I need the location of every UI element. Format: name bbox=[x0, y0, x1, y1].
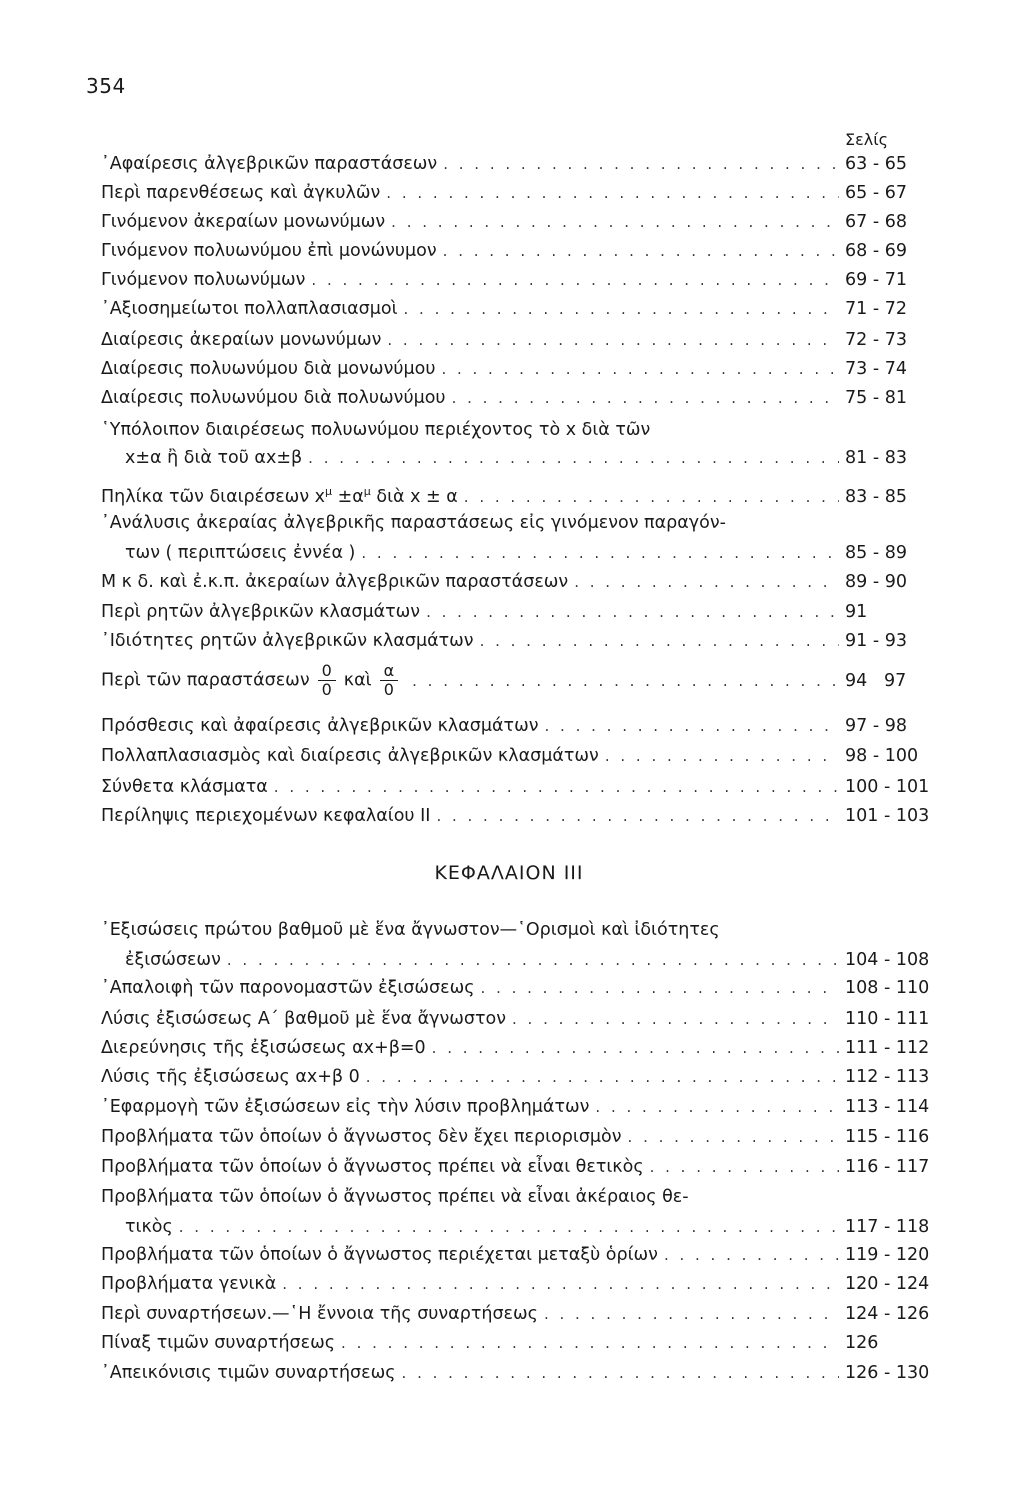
entry-pages: 75 - 81 bbox=[845, 388, 907, 408]
entry-title: Λύσις τῆς ἐξισώσεως αx+β 0 bbox=[101, 1067, 360, 1087]
toc-entry bbox=[101, 152, 941, 176]
entry-pages: 115 - 116 bbox=[845, 1127, 930, 1147]
entry-title: Προβλήματα τῶν ὁποίων ὁ ἄγνωστος δὲν ἔχει περιορισμὸν bbox=[101, 1127, 622, 1147]
entry-title: τικὸς bbox=[125, 1217, 173, 1237]
entry-pages: 65 - 67 bbox=[845, 183, 907, 203]
dot-leader bbox=[432, 1036, 839, 1060]
dot-leader bbox=[480, 629, 839, 653]
dot-leader bbox=[574, 570, 839, 594]
entry-title: Περὶ συναρτήσεων.—῾Η ἔννοια τῆς συναρτήσεως bbox=[101, 1304, 538, 1324]
entry-pages: 111 - 112 bbox=[845, 1038, 930, 1058]
entry-title: Προβλήματα τῶν ὁποίων ὁ ἄγνωστος πρέπει νὰ εἶναι θετικὸς bbox=[101, 1157, 644, 1177]
entry-pages: 108 - 110 bbox=[845, 978, 930, 998]
toc-entry bbox=[101, 629, 941, 653]
entry-pages: 119 - 120 bbox=[845, 1245, 930, 1265]
entry-pages: 120 - 124 bbox=[845, 1274, 930, 1294]
dot-leader bbox=[443, 239, 839, 263]
entry-title: Διαίρεσις πολυωνύμου διὰ πολυωνύμου bbox=[101, 388, 446, 408]
dot-leader bbox=[366, 1065, 839, 1089]
fraction-alpha-over-zero: $\frac{\alpha}{0}$ bbox=[380, 662, 399, 699]
toc-entry bbox=[101, 976, 941, 1000]
entry-pages: 72 - 73 bbox=[845, 330, 907, 350]
entry-pages: 98 - 100 bbox=[845, 746, 919, 766]
dot-leader bbox=[595, 1095, 839, 1119]
toc-entry bbox=[101, 357, 941, 381]
dot-leader bbox=[308, 446, 839, 470]
toc-entry bbox=[101, 662, 941, 699]
toc-entry bbox=[101, 418, 941, 470]
toc-entry bbox=[101, 181, 941, 205]
dot-leader bbox=[387, 328, 839, 352]
dot-leader bbox=[443, 152, 839, 176]
entry-pages: 101 - 103 bbox=[845, 806, 930, 826]
toc-entry bbox=[101, 386, 941, 410]
dot-leader bbox=[545, 714, 839, 738]
dot-leader bbox=[391, 210, 839, 234]
entry-title: Προβλήματα γενικὰ bbox=[101, 1274, 277, 1294]
entry-title: Πηλίκα τῶν διαιρέσεων $x^\mu \pm\alpha^\mu$ διὰ x ± α bbox=[101, 485, 458, 507]
entry-title: των ( περιπτώσεις ἐννέα ) bbox=[125, 543, 356, 563]
pages-column-header: Σελίς bbox=[845, 130, 889, 149]
entry-pages: 117 - 118 bbox=[845, 1217, 930, 1237]
toc-entry bbox=[101, 1095, 941, 1119]
dot-leader bbox=[227, 948, 839, 972]
dot-leader bbox=[605, 744, 839, 768]
entry-title: ᾿Ιδιότητες ρητῶν ἀλγεβρικῶν κλασμάτων bbox=[101, 631, 474, 651]
entry-pages: 71 - 72 bbox=[845, 299, 907, 319]
dot-leader bbox=[464, 485, 839, 509]
toc-entry bbox=[101, 918, 941, 972]
entry-pages: 126 - 130 bbox=[845, 1363, 930, 1383]
toc-entry bbox=[101, 1272, 941, 1296]
toc-entry bbox=[101, 1243, 941, 1267]
toc-entry bbox=[101, 239, 941, 263]
toc-entry bbox=[101, 1036, 941, 1060]
entry-pages: 97 - 98 bbox=[845, 716, 907, 736]
entry-title: ᾿Εφαρμογὴ τῶν ἐξισώσεων εἰς τὴν λύσιν προβλημάτων bbox=[101, 1097, 590, 1117]
dot-leader bbox=[274, 775, 839, 799]
dot-leader bbox=[628, 1125, 839, 1149]
dot-leader bbox=[452, 386, 839, 410]
entry-title-line1: ᾿Ανάλυσις ἀκεραίας ἀλγεβρικῆς παραστάσεως εἰς γινόμενον παραγόν- bbox=[101, 513, 726, 533]
dot-leader bbox=[650, 1155, 839, 1179]
fraction-zero-over-zero: $\frac{0}{0}$ bbox=[318, 662, 336, 699]
entry-pages: 94 97 bbox=[845, 670, 907, 691]
entry-title: Γινόμενον πολυωνύμου ἐπὶ μονώνυμον bbox=[101, 241, 437, 261]
toc-entry bbox=[101, 1125, 941, 1149]
entry-pages: 91 bbox=[845, 602, 868, 622]
entry-title: Περὶ παρενθέσεως καὶ ἀγκυλῶν bbox=[101, 183, 381, 203]
dot-leader bbox=[404, 297, 839, 321]
toc-entry bbox=[101, 1007, 941, 1031]
entry-title: ᾿Αφαίρεσις ἀλγεβρικῶν παραστάσεων bbox=[101, 154, 438, 174]
entry-pages: 67 - 68 bbox=[845, 212, 907, 232]
toc-entry bbox=[101, 744, 941, 768]
entry-title: Προβλήματα τῶν ὁποίων ὁ ἄγνωστος περιέχεται μεταξὺ ὁρίων bbox=[101, 1245, 658, 1265]
toc-entry bbox=[101, 570, 941, 594]
chapter-heading: ΚΕΦΑΛΑΙΟΝ ΙΙΙ bbox=[434, 862, 584, 884]
entry-title: ἐξισώσεων bbox=[125, 950, 221, 970]
toc-entry bbox=[101, 511, 941, 565]
dot-leader bbox=[282, 1272, 839, 1296]
dot-leader bbox=[426, 600, 839, 624]
toc-entry bbox=[101, 328, 941, 352]
entry-pages: 85 - 89 bbox=[845, 543, 907, 563]
entry-pages: 83 - 85 bbox=[845, 486, 907, 507]
entry-title: Πολλαπλασιασμὸς καὶ διαίρεσις ἀλγεβρικῶν κλασμάτων bbox=[101, 746, 599, 766]
entry-title: ᾿Αξιοσημείωτοι πολλαπλασιασμοὶ bbox=[101, 299, 398, 319]
entry-pages: 68 - 69 bbox=[845, 241, 907, 261]
toc-entry bbox=[101, 210, 941, 234]
entry-pages: 89 - 90 bbox=[845, 572, 907, 592]
toc-entry bbox=[101, 804, 941, 828]
entry-pages: 73 - 74 bbox=[845, 359, 907, 379]
entry-title: Περὶ τῶν παραστάσεων $\frac{0}{0}$ καὶ $\frac{\alpha}{0}$ bbox=[101, 662, 406, 699]
entry-title-line1: Προβλήματα τῶν ὁποίων ὁ ἄγνωστος πρέπει νὰ εἶναι ἀκέραιος θε- bbox=[101, 1187, 689, 1207]
toc-entry bbox=[101, 1302, 941, 1326]
entry-pages: 100 - 101 bbox=[845, 777, 930, 797]
dot-leader bbox=[481, 976, 839, 1000]
dot-leader bbox=[361, 541, 839, 565]
page-number: 354 bbox=[86, 74, 126, 98]
toc-entry bbox=[101, 1331, 941, 1355]
entry-title: Περὶ ρητῶν ἀλγεβρικῶν κλασμάτων bbox=[101, 602, 421, 622]
entry-pages: 69 - 71 bbox=[845, 270, 907, 290]
entry-title: Γινόμενον ἀκεραίων μονωνύμων bbox=[101, 212, 386, 232]
entry-title: ᾿Απαλοιφὴ τῶν παρονομαστῶν ἐξισώσεως bbox=[101, 978, 475, 998]
entry-pages: 104 - 108 bbox=[845, 950, 930, 970]
entry-title: Διερεύνησις τῆς ἐξισώσεως αx+β=0 bbox=[101, 1038, 426, 1058]
entry-title: Πρόσθεσις καὶ ἀφαίρεσις ἀλγεβρικῶν κλασμάτων bbox=[101, 716, 539, 736]
entry-pages: 116 - 117 bbox=[845, 1157, 930, 1177]
toc-entry bbox=[101, 1065, 941, 1089]
toc-entry bbox=[101, 1155, 941, 1179]
dot-leader bbox=[436, 804, 839, 828]
toc-entry bbox=[101, 480, 941, 509]
entry-title: ᾿Απεικόνισις τιμῶν συναρτήσεως bbox=[101, 1363, 396, 1383]
entry-pages: 126 bbox=[845, 1333, 879, 1353]
toc-entry bbox=[101, 714, 941, 738]
dot-leader bbox=[341, 1331, 839, 1355]
entry-title: Πίναξ τιμῶν συναρτήσεως bbox=[101, 1333, 336, 1353]
entry-pages: 124 - 126 bbox=[845, 1304, 930, 1324]
entry-title: Μ κ δ. καὶ ἐ.κ.π. ἀκεραίων ἀλγεβρικῶν παραστάσεων bbox=[101, 572, 569, 592]
entry-title: Διαίρεσις πολυωνύμου διὰ μονωνύμου bbox=[101, 359, 436, 379]
entry-title: Διαίρεσις ἀκεραίων μονωνύμων bbox=[101, 330, 382, 350]
entry-pages: 113 - 114 bbox=[845, 1097, 930, 1117]
entry-pages: 112 - 113 bbox=[845, 1067, 930, 1087]
entry-title: x±α ἢ διὰ τοῦ αx±β bbox=[125, 448, 303, 468]
toc-entry bbox=[101, 1185, 941, 1239]
dot-leader bbox=[179, 1215, 839, 1239]
dot-leader bbox=[386, 181, 839, 205]
entry-pages: 63 - 65 bbox=[845, 154, 907, 174]
entry-title: Γινόμενον πολυωνύμων bbox=[101, 270, 306, 290]
dot-leader bbox=[544, 1302, 839, 1326]
dot-leader bbox=[412, 669, 839, 693]
entry-title-line1: ῾Υπόλοιπον διαιρέσεως πολυωνύμου περιέχοντος τὸ x διὰ τῶν bbox=[101, 420, 651, 440]
dot-leader bbox=[512, 1007, 839, 1031]
entry-pages: 91 - 93 bbox=[845, 631, 907, 651]
toc-entry bbox=[101, 600, 941, 624]
entry-pages: 110 - 111 bbox=[845, 1009, 930, 1029]
toc-entry bbox=[101, 268, 941, 292]
toc-entry bbox=[101, 1361, 941, 1385]
toc-entry bbox=[101, 297, 941, 321]
entry-title: Λύσις ἐξισώσεως Α΄ βαθμοῦ μὲ ἕνα ἄγνωστον bbox=[101, 1009, 507, 1029]
dot-leader bbox=[664, 1243, 839, 1267]
dot-leader bbox=[402, 1361, 839, 1385]
entry-title: Περίληψις περιεχομένων κεφαλαίου ΙΙ bbox=[101, 806, 431, 826]
entry-title-line1: ᾿Εξισώσεις πρώτου βαθμοῦ μὲ ἕνα ἄγνωστον—῾Ορισμοὶ καὶ ἰδιότητες bbox=[101, 920, 720, 940]
toc-entry bbox=[101, 775, 941, 799]
dot-leader bbox=[441, 357, 839, 381]
dot-leader bbox=[311, 268, 839, 292]
entry-title: Σύνθετα κλάσματα bbox=[101, 777, 268, 797]
entry-pages: 81 - 83 bbox=[845, 448, 907, 468]
